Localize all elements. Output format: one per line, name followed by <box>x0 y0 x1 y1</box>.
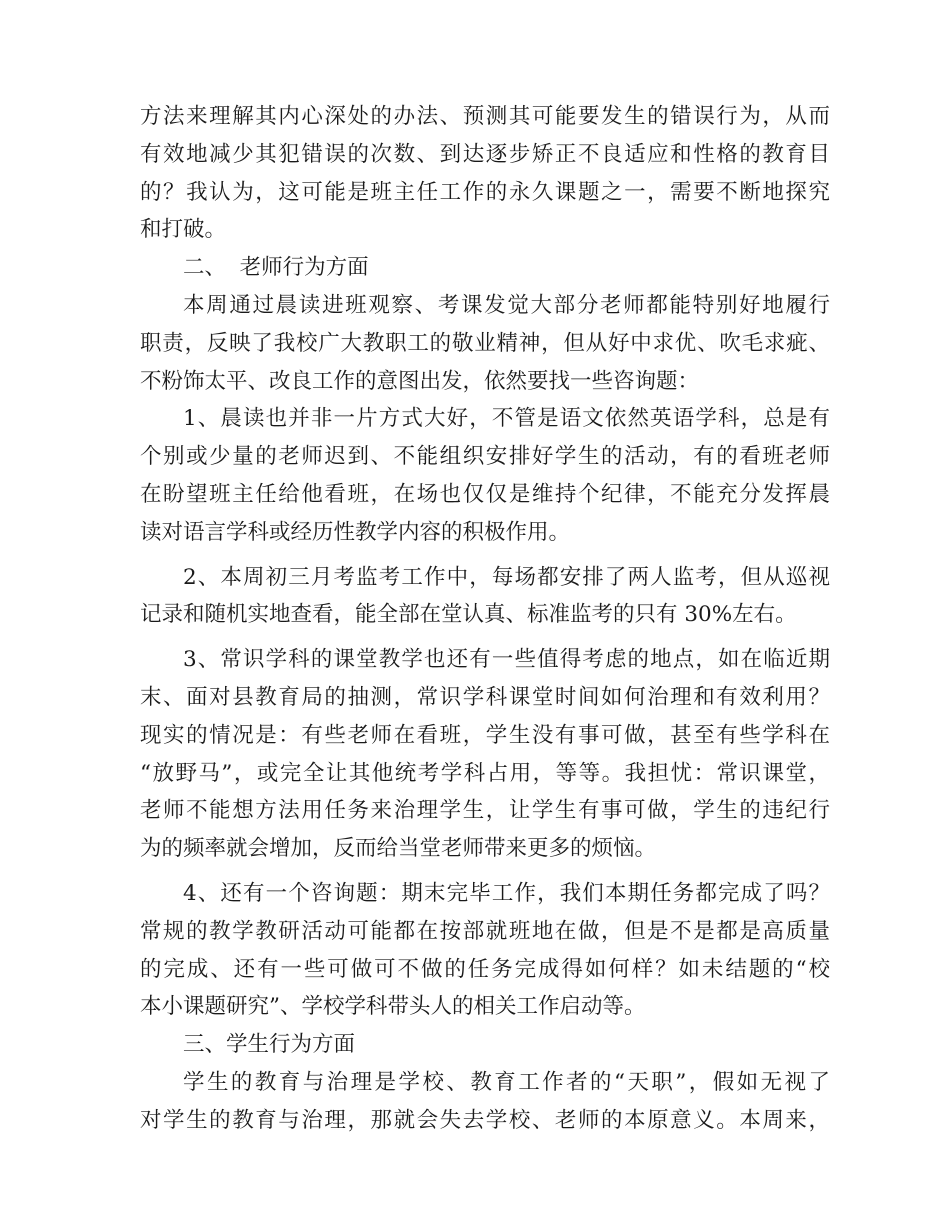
paragraph-line: 1、晨读也并非一片方式大好，不管是语文依然英语学科，总是有 <box>183 406 830 432</box>
paragraph-line: 的完成、还有一些可做可不做的任务完成得如何样？如未结题的“校 <box>140 956 830 982</box>
paragraph-line: 常规的教学教研活动可能都在按部就班地在做，但是不是都是高质量 <box>140 918 830 944</box>
paragraph-line: 3、常识学科的课堂教学也还有一些值得考虑的地点，如在临近期 <box>183 647 830 673</box>
paragraph-line: 职责，反映了我校广大教职工的敬业精神，但从好中求优、吹毛求疵、 <box>140 330 830 356</box>
paragraph-line: 本小课题研究”、学校学科带头人的相关工作启动等。 <box>140 994 646 1020</box>
paragraph-line: 老师不能想方法用任务来治理学生，让学生有事可做，学生的违纪行 <box>140 798 830 824</box>
paragraph-line: 为的频率就会增加，反而给当堂老师带来更多的烦恼。 <box>140 836 657 862</box>
section-heading: 三、学生行为方面 <box>183 1032 356 1058</box>
paragraph-line: 的？我认为，这可能是班主任工作的永久课题之一，需要不断地探究 <box>140 179 830 205</box>
paragraph-line: 不粉饰太平、改良工作的意图出发，依然要找一些咨询题： <box>140 368 700 394</box>
paragraph-line: 记录和随机实地查看，能全部在堂认真、标准监考的只有 30%左右。 <box>140 602 797 628</box>
paragraph-line: 个别或少量的老师迟到、不能组织安排好学生的活动，有的看班老师 <box>140 444 830 470</box>
paragraph-line: 有效地减少其犯错误的次数、到达逐步矫正不良适应和性格的教育目 <box>140 141 830 167</box>
paragraph-line: 读对语言学科或经历性教学内容的积极作用。 <box>140 519 571 545</box>
paragraph-line: 方法来理解其内心深处的办法、预测其可能要发生的错误行为，从而 <box>140 104 830 129</box>
document-body <box>140 98 830 1140</box>
paragraph-line: 现实的情况是：有些老师在看班，学生没有事可做，甚至有些学科在 <box>140 722 830 748</box>
paragraph-line: 4、还有一个咨询题：期末完毕工作，我们本期任务都完成了吗？ <box>183 880 830 906</box>
paragraph-line: 在盼望班主任给他看班，在场也仅仅是维持个纪律，不能充分发挥晨 <box>140 481 830 507</box>
paragraph-line: 学生的教育与治理是学校、教育工作者的“天职”，假如无视了 <box>183 1069 830 1095</box>
paragraph-line: 末、面对县教育局的抽测，常识学科课堂时间如何治理和有效利用？ <box>140 684 830 710</box>
paragraph-line: 对学生的教育与治理，那就会失去学校、老师的本原意义。本周来， <box>140 1107 830 1133</box>
paragraph-line: 本周通过晨读进班观察、考课发觉大部分老师都能特别好地履行 <box>183 292 830 318</box>
paragraph-line: “放野马”，或完全让其他统考学科占用，等等。我担忧：常识课堂， <box>140 760 830 786</box>
paragraph-line: 2、本周初三月考监考工作中，每场都安排了两人监考，但从巡视 <box>183 564 830 590</box>
section-heading: 二、 老师行为方面 <box>183 255 369 281</box>
paragraph-line: 和打破。 <box>140 217 227 243</box>
